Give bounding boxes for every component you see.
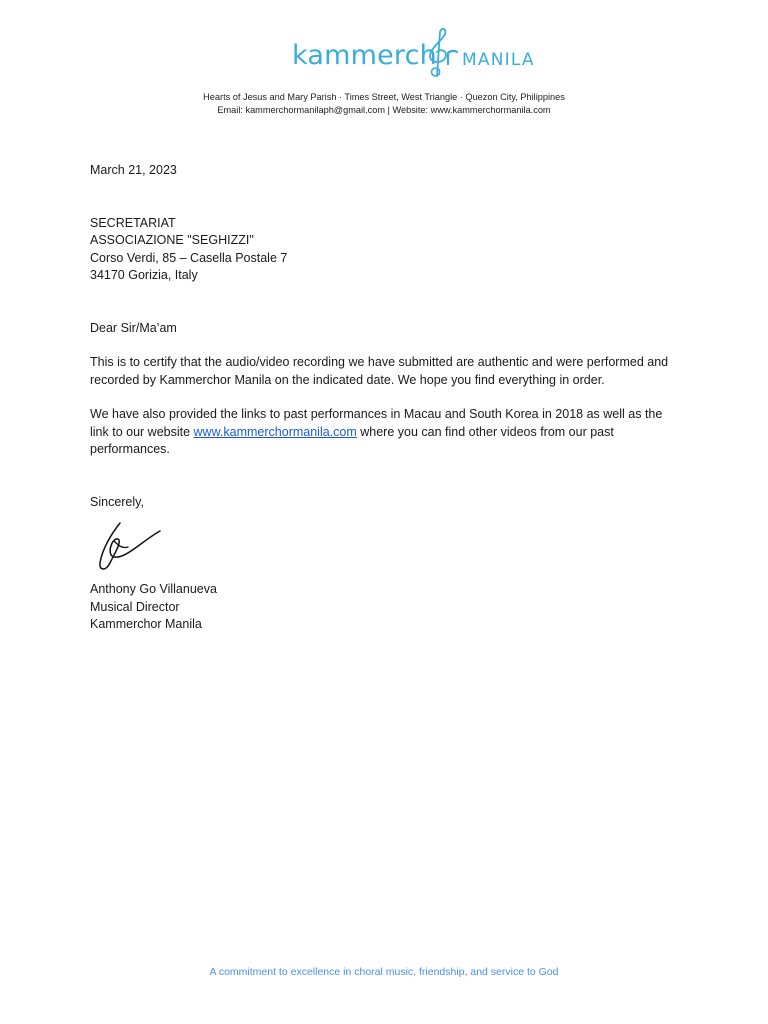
recipient-line: ASSOCIAZIONE "SEGHIZZI" <box>90 233 254 247</box>
logo-text-kammerch: kammerch <box>292 40 437 71</box>
letterhead-address: Hearts of Jesus and Mary Parish · Times Street, West Triangle · Quezon City, Philippines <box>203 92 565 102</box>
signature <box>92 511 680 581</box>
letterhead <box>0 26 768 116</box>
signer-organization: Kammerchor Manila <box>90 617 202 631</box>
letterhead-contact <box>0 91 768 116</box>
kammerchor-manila-logo <box>204 26 564 82</box>
recipient-line: SECRETARIAT <box>90 215 176 230</box>
website-link[interactable]: www.kammerchormanila.com <box>193 424 357 439</box>
paragraph-certification: This is to certify that the audio/video recording we have submitted are authentic and were performed and recorded by Kammerchor Manila on the indicated date. We hope you find everything in order. <box>90 355 669 387</box>
paragraph-links-text: We have also provided the links to past performances in Macau and South Korea in 2018 as well as the link to our website <box>90 407 663 439</box>
letter-body <box>90 162 680 634</box>
recipient-address <box>90 215 680 285</box>
logo-text-manila: MANILA <box>462 50 535 70</box>
letter-date: March 21, 2023 <box>90 163 177 177</box>
handwritten-signature-icon <box>92 511 172 581</box>
recipient-line: 34170 Gorizia, Italy <box>90 268 198 282</box>
letterhead-email-website: Email: kammerchormanilaph@gmail.com | Website: www.kammerchormanila.com <box>217 104 551 115</box>
signer-title: Musical Director <box>90 599 180 614</box>
salutation: Dear Sir/Ma’am <box>90 320 177 335</box>
footer-tagline: A commitment to excellence in choral music, friendship, and service to God <box>209 966 559 978</box>
paragraph-links <box>90 406 680 459</box>
closing: Sincerely, <box>90 494 144 509</box>
recipient-line: Corso Verdi, 85 – Casella Postale 7 <box>90 250 288 265</box>
paragraph-links-text-end: where you can find other videos from our past performances. <box>90 424 614 456</box>
signer-name: Anthony Go Villanueva <box>90 582 217 596</box>
